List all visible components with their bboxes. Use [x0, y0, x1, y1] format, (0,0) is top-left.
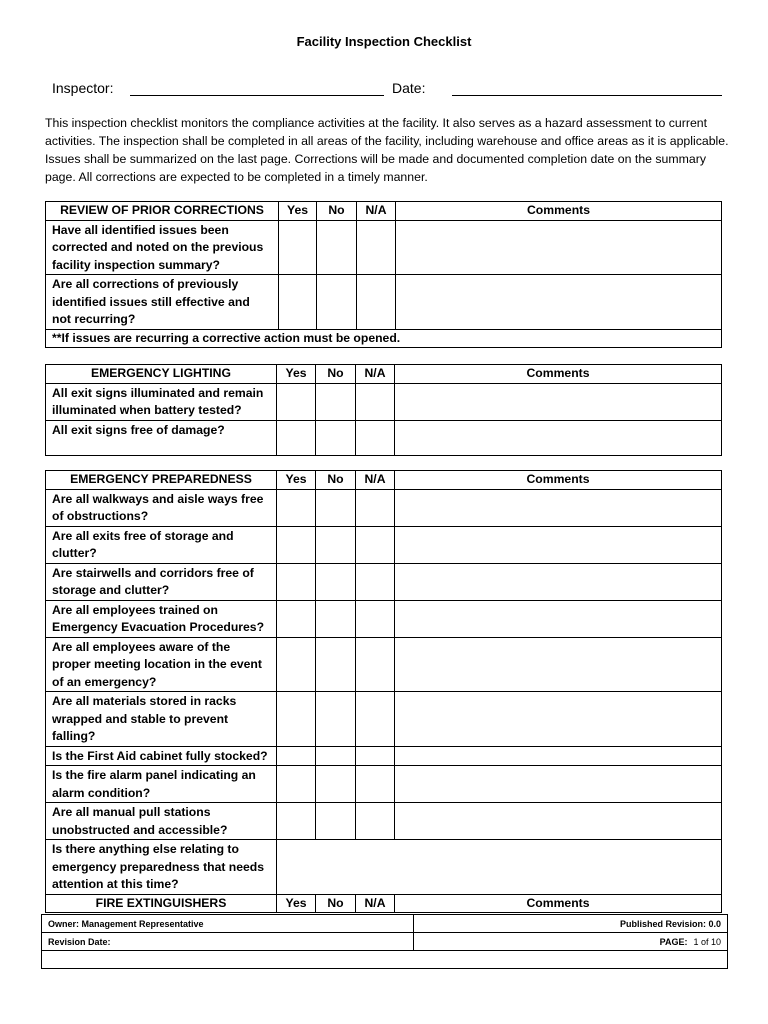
col-no: No [316, 471, 356, 490]
col-na: N/A [357, 202, 396, 221]
no-cell[interactable] [316, 692, 356, 747]
na-cell[interactable] [356, 766, 395, 803]
checklist-row [46, 600, 722, 637]
col-yes: Yes [279, 202, 317, 221]
col-na: N/A [356, 365, 395, 384]
col-comments: Comments [395, 894, 722, 913]
no-cell[interactable] [316, 746, 356, 766]
yes-cell[interactable] [277, 766, 316, 803]
comments-cell[interactable] [395, 600, 722, 637]
recurring-issues-note: **If issues are recurring a corrective action must be opened. [46, 329, 722, 348]
yes-cell[interactable] [277, 600, 316, 637]
question: Are all corrections of previously identified issues still effective and not recurring? [46, 275, 279, 330]
checklist-row [46, 840, 722, 895]
yes-cell[interactable] [277, 383, 316, 420]
emergency-lighting-table [45, 364, 722, 456]
yes-cell[interactable] [277, 803, 316, 840]
col-comments: Comments [396, 202, 722, 221]
na-cell[interactable] [356, 692, 395, 747]
no-cell[interactable] [316, 563, 356, 600]
na-cell[interactable] [356, 526, 395, 563]
inspector-field[interactable] [130, 95, 384, 96]
comments-cell[interactable] [395, 746, 722, 766]
question: All exit signs free of damage? [46, 420, 277, 455]
yes-cell[interactable] [277, 563, 316, 600]
question: Are all exits free of storage and clutter? [46, 526, 277, 563]
comments-cell[interactable] [396, 275, 722, 330]
checklist-row [46, 637, 722, 692]
comments-cell[interactable] [395, 563, 722, 600]
question: Have all identified issues been corrected and noted on the previous facility inspection summary? [46, 220, 279, 275]
no-cell[interactable] [317, 275, 357, 330]
checklist-row [46, 420, 722, 455]
revision-date: Revision Date: [42, 933, 414, 951]
comments-cell[interactable] [277, 840, 722, 895]
col-yes: Yes [277, 471, 316, 490]
col-no: No [317, 202, 357, 221]
col-comments: Comments [395, 365, 722, 384]
question: Is there anything else relating to emergency preparedness that needs attention at this time? [46, 840, 277, 895]
section-title: FIRE EXTINGUISHERS [46, 894, 277, 913]
na-cell[interactable] [356, 746, 395, 766]
no-cell[interactable] [316, 766, 356, 803]
comments-cell[interactable] [396, 220, 722, 275]
no-cell[interactable] [317, 220, 357, 275]
comments-cell[interactable] [395, 803, 722, 840]
na-cell[interactable] [356, 803, 395, 840]
question: Are all materials stored in racks wrapped and stable to prevent falling? [46, 692, 277, 747]
emergency-preparedness-table [45, 470, 722, 913]
checklist-row [46, 275, 722, 330]
comments-cell[interactable] [395, 489, 722, 526]
na-cell[interactable] [356, 600, 395, 637]
date-field[interactable] [452, 95, 722, 96]
comments-cell[interactable] [395, 637, 722, 692]
no-cell[interactable] [316, 383, 356, 420]
question: Is the fire alarm panel indicating an alarm condition? [46, 766, 277, 803]
section-title: EMERGENCY PREPAREDNESS [46, 471, 277, 490]
col-comments: Comments [395, 471, 722, 490]
no-cell[interactable] [316, 637, 356, 692]
comments-cell[interactable] [395, 526, 722, 563]
document-footer [41, 914, 728, 969]
section-title: REVIEW OF PRIOR CORRECTIONS [46, 202, 279, 221]
published-revision: Published Revision: 0.0 [414, 915, 728, 933]
comments-cell[interactable] [395, 383, 722, 420]
checklist-row [46, 383, 722, 420]
page-number [414, 933, 728, 951]
question: Are stairwells and corridors free of storage and clutter? [46, 563, 277, 600]
col-na: N/A [356, 471, 395, 490]
intro-paragraph: This inspection checklist monitors the compliance activities at the facility. It also serves as a hazard assessment to current activities. The inspection shall be completed in all areas of the facility, including warehouse and office areas as it is applicable. Issues shall be summarized on the last page. Corrections will be made and documented completion date on the summary page. All corrections are expected to be completed in a timely manner. [45, 116, 729, 184]
checklist-row [46, 692, 722, 747]
no-cell[interactable] [316, 420, 356, 455]
no-cell[interactable] [316, 489, 356, 526]
yes-cell[interactable] [277, 420, 316, 455]
yes-cell[interactable] [277, 526, 316, 563]
page-label: PAGE: [659, 936, 688, 947]
checklist-row [46, 563, 722, 600]
page-value: 1 of 10 [693, 936, 721, 947]
inspector-label: Inspector: [52, 80, 114, 96]
col-yes: Yes [277, 894, 316, 913]
owner: Owner: Management Representative [42, 915, 414, 933]
checklist-row [46, 220, 722, 275]
col-yes: Yes [277, 365, 316, 384]
na-cell[interactable] [356, 383, 395, 420]
yes-cell[interactable] [279, 220, 317, 275]
checklist-row [46, 766, 722, 803]
na-cell[interactable] [357, 220, 396, 275]
checklist-row [46, 803, 722, 840]
checklist-row [46, 746, 722, 766]
na-cell[interactable] [357, 275, 396, 330]
col-no: No [316, 365, 356, 384]
na-cell[interactable] [356, 420, 395, 455]
col-no: No [316, 894, 356, 913]
question: Are all employees aware of the proper meeting location in the event of an emergency? [46, 637, 277, 692]
question: Are all walkways and aisle ways free of obstructions? [46, 489, 277, 526]
review-prior-corrections-table [45, 201, 722, 348]
footer-blank-row [42, 951, 728, 969]
page-title: Facility Inspection Checklist [296, 34, 472, 49]
section-title: EMERGENCY LIGHTING [46, 365, 277, 384]
no-cell[interactable] [316, 803, 356, 840]
question: All exit signs illuminated and remain illuminated when battery tested? [46, 383, 277, 420]
yes-cell[interactable] [277, 692, 316, 747]
comments-cell[interactable] [395, 766, 722, 803]
col-na: N/A [356, 894, 395, 913]
yes-cell[interactable] [277, 489, 316, 526]
question: Are all employees trained on Emergency Evacuation Procedures? [46, 600, 277, 637]
yes-cell[interactable] [277, 746, 316, 766]
checklist-row [46, 489, 722, 526]
question: Are all manual pull stations unobstructed and accessible? [46, 803, 277, 840]
question: Is the First Aid cabinet fully stocked? [46, 746, 277, 766]
comments-cell[interactable] [395, 420, 722, 455]
comments-cell[interactable] [395, 692, 722, 747]
yes-cell[interactable] [279, 275, 317, 330]
na-cell[interactable] [356, 563, 395, 600]
na-cell[interactable] [356, 637, 395, 692]
checklist-row [46, 526, 722, 563]
yes-cell[interactable] [277, 637, 316, 692]
no-cell[interactable] [316, 600, 356, 637]
na-cell[interactable] [356, 489, 395, 526]
no-cell[interactable] [316, 526, 356, 563]
date-label: Date: [392, 80, 426, 96]
